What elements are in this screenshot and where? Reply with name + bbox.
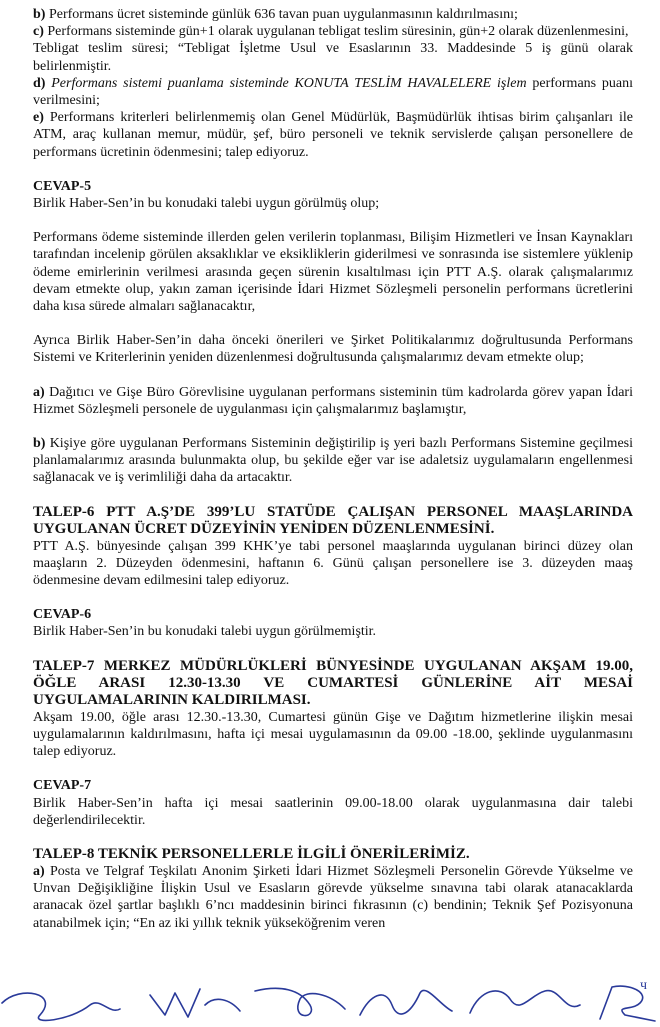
item-label: b) <box>33 7 46 22</box>
item-c <box>33 23 633 40</box>
cevap7-heading: CEVAP-7 <box>33 778 92 794</box>
item-d <box>33 75 633 109</box>
item-label: d) <box>33 75 46 91</box>
signature-5 <box>470 991 580 1013</box>
cevap5-paragraph-2: Ayrıca Birlik Haber-Sen’in daha önceki önerileri ve Şirket Politikalarımız doğrultusunda Performans Sistemi ve Kriterlerinin yeniden düzenlenmesi doğrultusunda çalışmalarımız devam etmekte olup; <box>33 333 633 366</box>
item-b <box>33 6 633 23</box>
talep8-title: TALEP-8 TEKNİK PERSONELLERLE İLGİLİ ÖNERİLERİMİZ. <box>33 845 470 862</box>
cevap5-intro: Birlik Haber-Sen’in bu konudaki talebi uygun görülmüş olup; <box>33 196 380 212</box>
talep7-text: Akşam 19.00, öğle arası 12.30.-13.30, Cumartesi günün Gişe ve Dağıtım hizmetlerine ilişkin mesai uygulamalarının kaldırılmasını, hafta içi mesai uygulamasının da 09.00 -18.00, şeklinde uygulanmasını talep ediyoruz. <box>33 709 633 760</box>
signature-4 <box>360 990 452 1015</box>
signatures-strip <box>0 975 660 1027</box>
item-text: performans puanı verilmesini; <box>33 75 633 109</box>
talep6-title: TALEP-6 PTT A.Ş’DE 399’LU STATÜDE ÇALIŞAN PERSONEL MAAŞLARINDA UYGULANAN ÜCRET DÜZEYİNİN YENİDEN DÜZENLENMESİNİ. <box>33 503 633 537</box>
cevap5-heading: CEVAP-5 <box>33 178 92 194</box>
item-e <box>33 109 633 161</box>
document-page <box>33 6 633 932</box>
cevap5-item-b <box>33 435 633 487</box>
item-text: Dağıtıcı ve Gişe Büro Görevlisine uygulanan performans sisteminin tüm kadrolarda görev yapan İdari Hizmet Sözleşmeli personele de uygulanması için çalışmalarımız başlamıştır, <box>33 384 633 417</box>
item-label: a) <box>33 863 45 879</box>
item-text: Posta ve Telgraf Teşkilatı Anonim Şirketi İdari Hizmet Sözleşmeli Personelin Görevde Yükselme ve Unvan Değişikliğine İlişkin Usul ve Esasların görevde yükselme sınavına tabi olarak atanacaklarda aranacak özel şartlar başlıklı 6’ncı maddesinin birinci fıkrasının (c) bendinin; Teknik Şef Pozisyonuna atanabilmek için; “En az iki yıllık teknik yükseköğrenim veren <box>33 863 633 931</box>
talep6-text: PTT A.Ş. bünyesinde çalışan 399 KHK’ye tabi personel maaşlarında uygulanan birinci düzey olan maaşların 2. Düzeyden ödenmesini, haftanın 6. Günü çalışan personellere ise 3. düzeyden maaş ödenmesine devam edilmesini talep ediyoruz. <box>33 538 633 589</box>
item-text: Performans kriterleri belirlenmemiş olan Genel Müdürlük, Başmüdürlük ihtisas birim çalışanları ile ATM, araç kullanan memur, müdür, şef, büro personeli ve teknik servislerde çalışan personellere de performans ücretinin ödenmesini; talep ediyoruz. <box>33 110 633 160</box>
cevap5-paragraph-1: Performans ödeme sisteminde illerden gelen verilerin toplanması, Bilişim Hizmetleri ve İnsan Kaynakları tarafından incelenip görülen aksaklıklar ve eksikliklerin giderilmesi ve sonrasında ise sistemlere yüklenip ödeme emirlerinin verilmesi arasında geçen sürenin kısaltılması için PTT A.Ş. olarak çalışmalarımız devam etmekte olup, yakın zaman içerisinde İdari Hizmet Sözleşmeli personelin performans ücretlerini daha kısa sürede almaları sağlanacaktır, <box>33 230 633 315</box>
signature-1 <box>2 993 120 1020</box>
item-label: b) <box>33 436 46 452</box>
signature-3 <box>255 988 345 1015</box>
cevap5-item-a <box>33 384 633 418</box>
signature-2 <box>150 989 240 1017</box>
cevap7-text: Birlik Haber-Sen’in hafta içi mesai saatlerinin 09.00-18.00 olarak uygulanmasına dair talebi değerlendirilecektir. <box>33 795 633 828</box>
item-label: a) <box>33 384 45 400</box>
tebligat-note: Tebligat teslim süresi; “Tebligat İşletme Usul ve Esaslarının 33. Maddesinde 5 iş günü olarak belirlenmiştir. <box>33 41 633 74</box>
page-mark: ч <box>640 978 648 993</box>
item-label: e) <box>33 110 44 126</box>
item-label: c) <box>33 24 44 40</box>
item-text: Performans ücret sisteminde günlük 636 tavan puan uygulanmasının kaldırılmasını; <box>45 7 518 22</box>
cevap6-text: Birlik Haber-Sen’in bu konudaki talebi uygun görülmemiştir. <box>33 624 377 640</box>
item-text: Performans sisteminde gün+1 olarak uygulanan tebligat teslim süresinin, gün+2 olarak düzenlenmesini, <box>43 24 629 40</box>
item-italic-text: Performans sistemi puanlama sisteminde KONUTA TESLİM HAVALELERE işlem <box>45 75 527 91</box>
item-text: Kişiye göre uygulanan Performans Sisteminin değiştirilip iş yeri bazlı Performans Sistemine geçilmesi planlamalarımız arasında bulunmakta olup, bu şekilde eğer var ise adaletsiz uygulamaların engellenmesi sağlanacak ve iş verimliliği daha da artacaktır. <box>33 436 633 486</box>
talep8-item-a <box>33 863 633 932</box>
cevap6-heading: CEVAP-6 <box>33 607 92 623</box>
talep7-title: TALEP-7 MERKEZ MÜDÜRLÜKLERİ BÜNYESİNDE UYGULANAN AKŞAM 19.00, ÖĞLE ARASI 12.30-13.30 VE CUMARTESİ GÜNLERİNE AİT MESAİ UYGULAMALARININ KALDIRILMASI. <box>33 657 633 708</box>
